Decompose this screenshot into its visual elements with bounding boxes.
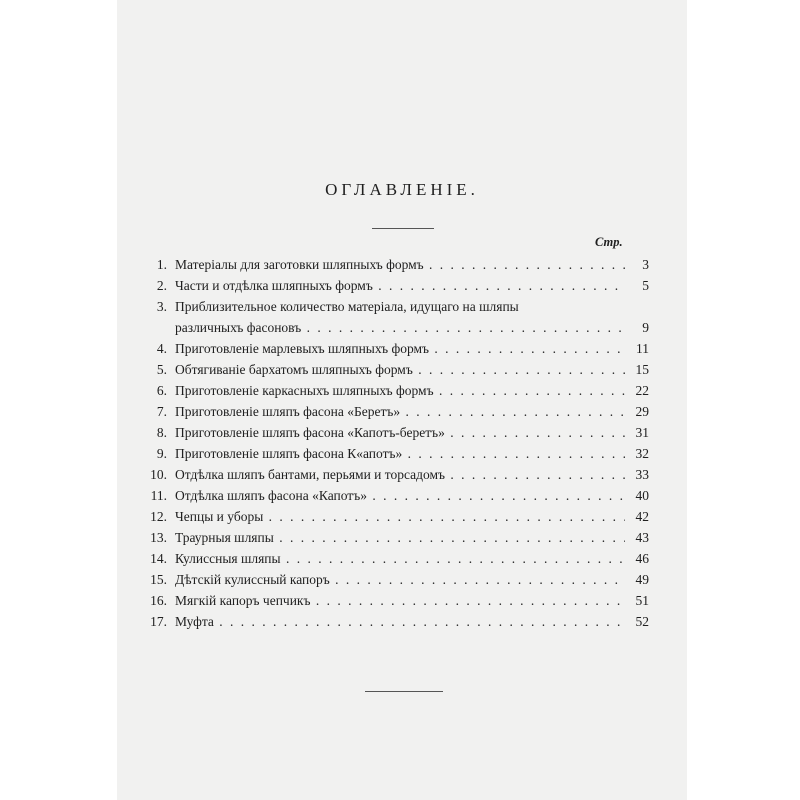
toc-entry (117, 296, 687, 317)
entry-page: 5 (642, 278, 649, 293)
entry-number: 14. (150, 551, 167, 566)
toc-entry (117, 275, 687, 296)
entry-title: Приготовленіе шляпъ фасона «Капотъ-беретъ» . . . (175, 422, 625, 443)
toc-entry (117, 548, 687, 569)
entry-number: 10. (150, 467, 167, 482)
entry-page: 51 (635, 593, 649, 608)
entry-title: Матеріалы для заготовки шляпныхъ формъ . . . (175, 254, 625, 275)
entry-number: 8. (156, 425, 167, 440)
entry-title: Приготовленіе марлевыхъ шляпныхъ формъ . . . (175, 338, 625, 359)
entry-page: 49 (635, 572, 649, 587)
entry-number: 2. (156, 278, 167, 293)
toc-entry (117, 590, 687, 611)
entry-number: 15. (150, 572, 167, 587)
entry-title: Части и отдѣлка шляпныхъ формъ . . . (175, 275, 625, 296)
entry-number: 6. (156, 383, 167, 398)
entry-page: 22 (635, 383, 649, 398)
entry-number: 12. (150, 509, 167, 524)
entry-number: 16. (150, 593, 167, 608)
toc-entry (117, 401, 687, 422)
entry-title: Приготовленіе шляпъ фасона К«апотъ» . . . (175, 443, 625, 464)
entry-number: 5. (156, 362, 167, 377)
toc-entry (117, 611, 687, 632)
entry-page: 33 (635, 467, 649, 482)
entry-title: Отдѣлка шляпъ бантами, перьями и торсадомъ . . . (175, 464, 625, 485)
entry-page: 42 (635, 509, 649, 524)
toc-entry (117, 485, 687, 506)
entry-page: 11 (636, 341, 649, 356)
toc-entry (117, 527, 687, 548)
toc-entry (117, 443, 687, 464)
entry-page: 43 (635, 530, 649, 545)
entry-title: Дѣтскій кулиссный капоръ . . . (175, 569, 625, 590)
toc-entry (117, 359, 687, 380)
entry-title: Приготовленіе каркасныхъ шляпныхъ формъ . . . (175, 380, 625, 401)
entry-title: Мягкій капоръ чепчикъ . . . (175, 590, 625, 611)
page-heading: ОГЛАВЛЕНІЕ. (325, 180, 479, 199)
entry-number: 7. (156, 404, 167, 419)
entry-number: 9. (156, 446, 167, 461)
entry-page: 32 (635, 446, 649, 461)
toc-entry-continuation (117, 317, 687, 338)
entry-title-continuation: различныхъ фасоновъ . . . (175, 317, 625, 338)
entry-title: Траурныя шляпы . . . (175, 527, 625, 548)
entry-number: 3. (156, 299, 167, 314)
toc-entry (117, 338, 687, 359)
entry-title: Чепцы и уборы . . . (175, 506, 625, 527)
entry-number: 13. (150, 530, 167, 545)
entry-page: 29 (635, 404, 649, 419)
entry-title: Приблизительное количество матеріала, идущаго на шляпы (175, 299, 519, 314)
entry-title: Кулиссныя шляпы . . . (175, 548, 625, 569)
entry-title: Приготовленіе шляпъ фасона «Беретъ» . . . (175, 401, 625, 422)
entry-page: 46 (635, 551, 649, 566)
entry-number: 4. (156, 341, 167, 356)
page-column-label: Стр. (595, 235, 623, 249)
entry-title: Муфта . . . (175, 611, 625, 632)
entry-page: 31 (635, 425, 649, 440)
book-page (117, 0, 687, 800)
entry-page: 52 (635, 614, 649, 629)
toc-entry (117, 464, 687, 485)
entry-number: 1. (156, 257, 167, 272)
heading-divider (372, 228, 434, 229)
entry-title: Отдѣлка шляпъ фасона «Капотъ» . . . (175, 485, 625, 506)
toc-entry (117, 422, 687, 443)
toc-entry (117, 380, 687, 401)
toc-entry (117, 254, 687, 275)
toc-entry (117, 569, 687, 590)
entry-title: Обтягиваніе бархатомъ шляпныхъ формъ . . . (175, 359, 625, 380)
entry-page: 9 (642, 320, 649, 335)
bottom-divider (365, 691, 443, 692)
entry-number: 17. (150, 614, 167, 629)
entry-page: 3 (642, 257, 649, 272)
entry-page: 15 (635, 362, 649, 377)
toc-entry (117, 506, 687, 527)
entry-page: 40 (635, 488, 649, 503)
entry-number: 11. (150, 488, 167, 503)
